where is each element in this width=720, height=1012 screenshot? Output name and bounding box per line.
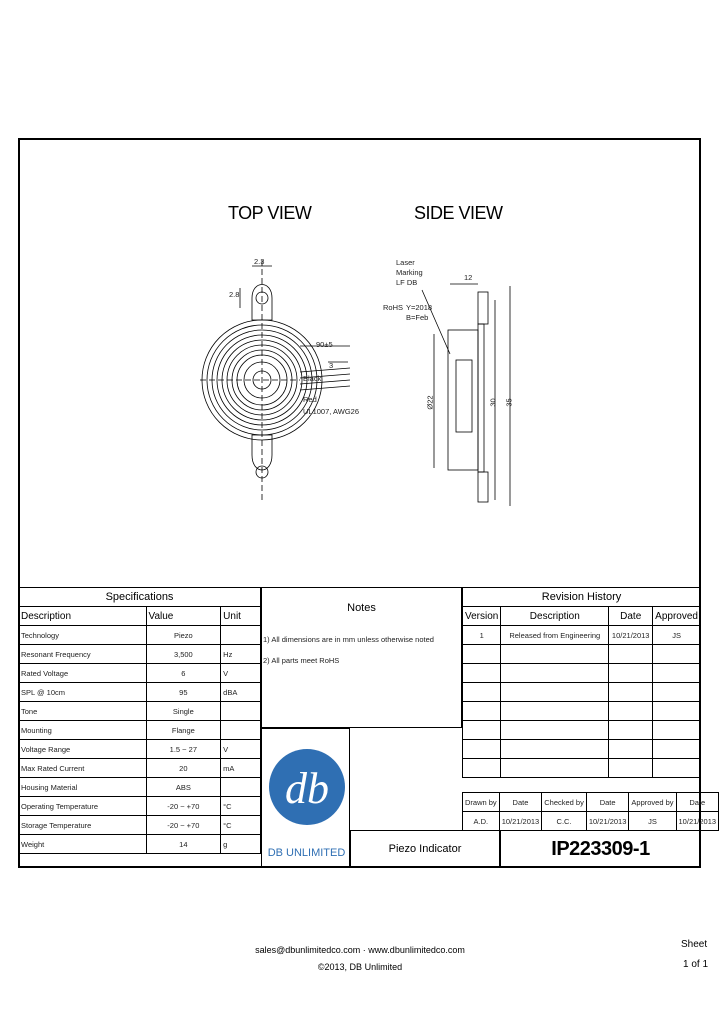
spec-value: 95 — [146, 683, 221, 702]
signoff-value: 10/21/2013 — [676, 812, 719, 831]
spec-unit: g — [221, 835, 261, 854]
spec-unit: V — [221, 740, 261, 759]
spec-value: Piezo — [146, 626, 221, 645]
spec-description: Housing Material — [19, 778, 147, 797]
part-number: IP223309-1 — [551, 837, 650, 860]
table-row-empty — [463, 702, 701, 721]
signoff-value: JS — [629, 812, 676, 831]
dim-height-top: 12 — [464, 273, 473, 282]
dim-hole-height: 2.8 — [229, 290, 240, 299]
signoff-header: Approved by — [629, 793, 676, 812]
table-row — [19, 721, 261, 740]
footer-contact: sales@dbunlimitedco.com · www.dbunlimitedco.com — [255, 945, 465, 955]
signoff-value: 10/21/2013 — [499, 812, 542, 831]
spec-value: -20 ~ +70 — [146, 797, 221, 816]
top-view-drawing — [200, 250, 370, 510]
spec-header-unit: Unit — [221, 607, 261, 626]
spec-unit: Hz — [221, 645, 261, 664]
rev-approved: JS — [653, 626, 701, 645]
spec-value: 3,500 — [146, 645, 221, 664]
spec-description: Operating Temperature — [19, 797, 147, 816]
spec-unit: dBA — [221, 683, 261, 702]
signoff-value: 10/21/2013 — [586, 812, 629, 831]
wire-spec-label: UL1007, AWG26 — [303, 407, 360, 416]
table-row — [19, 664, 261, 683]
spec-unit: °C — [221, 816, 261, 835]
rev-date: 10/21/2013 — [609, 626, 653, 645]
spec-description: Technology — [19, 626, 147, 645]
top-view-title: TOP VIEW — [228, 203, 312, 223]
rev-header-description: Description — [501, 607, 609, 626]
spec-value: Flange — [146, 721, 221, 740]
dim-strip: 3 — [329, 361, 334, 370]
table-row — [19, 835, 261, 854]
revision-history-table — [462, 587, 701, 778]
sheet-label: Sheet — [681, 939, 708, 950]
table-row-empty — [463, 664, 701, 683]
part-number-cell — [500, 830, 701, 868]
note-item: 1) All dimensions are in mm unless otherwise noted — [263, 635, 434, 644]
product-name: Piezo Indicator — [388, 843, 462, 855]
table-row — [19, 740, 261, 759]
spec-value: 20 — [146, 759, 221, 778]
specifications-table — [18, 587, 261, 854]
spec-value: 6 — [146, 664, 221, 683]
spec-description: Resonant Frequency — [19, 645, 147, 664]
table-row — [19, 645, 261, 664]
spec-value: 1.5 ~ 27 — [146, 740, 221, 759]
spec-header-description: Description — [19, 607, 147, 626]
spec-value: 14 — [146, 835, 221, 854]
company-logo — [262, 729, 349, 839]
notes-panel — [261, 587, 462, 728]
laser-marking-label: Laser Marking LF DB — [396, 258, 423, 287]
specifications-title: Specifications — [19, 588, 261, 607]
table-row — [19, 797, 261, 816]
footer-copyright: ©2013, DB Unlimited — [317, 962, 403, 972]
dim-30: 30 — [488, 398, 498, 407]
signoff-value: A.D. — [463, 812, 500, 831]
table-row — [19, 759, 261, 778]
date-code-label: Y=2018 B=Feb — [406, 303, 433, 322]
spec-unit: mA — [221, 759, 261, 778]
note-item: 2) All parts meet RoHS — [263, 656, 340, 665]
company-name: DB UNLIMITED — [267, 847, 346, 859]
spec-description: Storage Temperature — [19, 816, 147, 835]
dim-diameter: Ø22 — [425, 395, 435, 410]
spec-value: -20 ~ +70 — [146, 816, 221, 835]
product-name-cell — [350, 830, 500, 868]
spec-header-value: Value — [146, 607, 221, 626]
table-row — [463, 626, 701, 645]
table-row — [19, 778, 261, 797]
rev-header-version: Version — [463, 607, 501, 626]
side-view-drawing — [380, 250, 530, 510]
table-row-empty — [463, 759, 701, 778]
logo-letters: db — [285, 764, 329, 813]
dim-lead-length: 90±5 — [316, 340, 333, 349]
spec-description: Tone — [19, 702, 147, 721]
spec-unit — [221, 721, 261, 740]
table-row — [19, 683, 261, 702]
lead-black-label: Black — [303, 374, 322, 383]
spec-description: Rated Voltage — [19, 664, 147, 683]
spec-value: ABS — [146, 778, 221, 797]
table-row-empty — [463, 683, 701, 702]
signoff-header: Date — [586, 793, 629, 812]
spec-unit — [221, 702, 261, 721]
spec-description: Voltage Range — [19, 740, 147, 759]
table-row — [19, 816, 261, 835]
spec-unit — [221, 778, 261, 797]
lead-red-label: Red — [303, 395, 317, 404]
spec-unit: V — [221, 664, 261, 683]
spec-description: SPL @ 10cm — [19, 683, 147, 702]
spec-description: Max Rated Current — [19, 759, 147, 778]
side-view-title: SIDE VIEW — [414, 203, 503, 223]
table-row-empty — [463, 645, 701, 664]
signoff-header: Drawn by — [463, 793, 500, 812]
table-row-empty — [463, 740, 701, 759]
table-row — [19, 702, 261, 721]
rev-header-date: Date — [609, 607, 653, 626]
rohs-label: RoHS — [383, 303, 404, 312]
spec-unit — [221, 626, 261, 645]
table-row-empty — [463, 721, 701, 740]
signoff-value: C.C. — [542, 812, 587, 831]
rev-version: 1 — [463, 626, 501, 645]
table-row — [19, 626, 261, 645]
sheet-value: 1 of 1 — [683, 959, 709, 970]
dim-35: 35 — [504, 398, 514, 407]
notes-title: Notes — [347, 602, 376, 614]
revision-title: Revision History — [463, 588, 701, 607]
spec-description: Weight — [19, 835, 147, 854]
signoff-header: Date — [499, 793, 542, 812]
signoff-header: Checked by — [542, 793, 587, 812]
rev-description: Released from Engineering — [501, 626, 609, 645]
spec-unit: °C — [221, 797, 261, 816]
signoff-header: Date — [676, 793, 719, 812]
spec-value: Single — [146, 702, 221, 721]
signoff-table — [462, 792, 719, 831]
dim-hole-width: 2.3 — [254, 257, 265, 266]
logo-panel — [261, 728, 350, 868]
spec-description: Mounting — [19, 721, 147, 740]
rev-header-approved: Approved — [653, 607, 701, 626]
